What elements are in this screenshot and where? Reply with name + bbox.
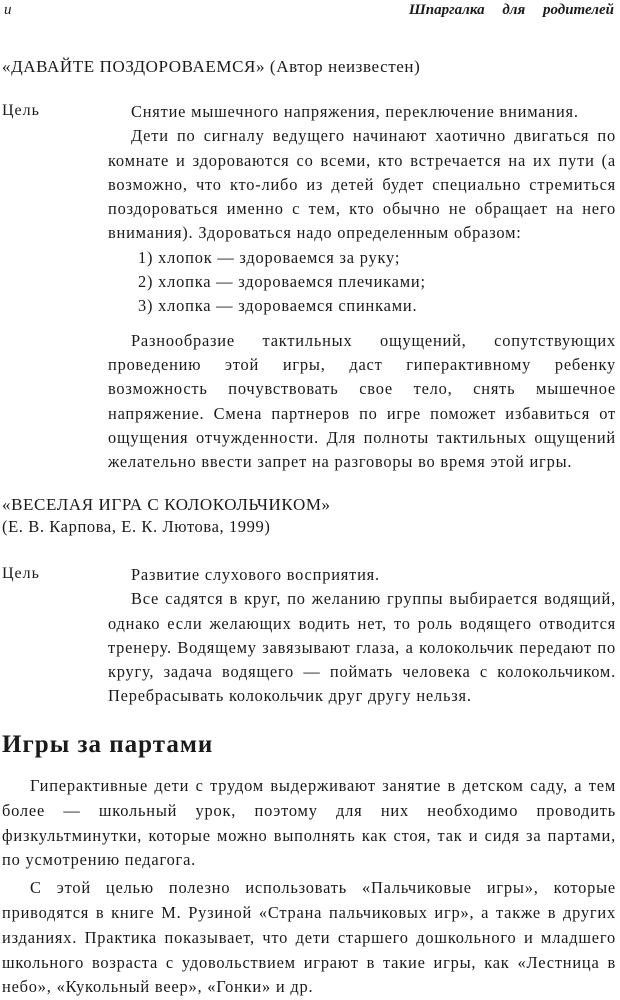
paragraph: С этой целью полезно использовать «Пальчиковые игры», которые приводятся в книге М. Рузиной «Страна пальчиковых игр», а также в других изданиях. Практика показывает, что дети старшего дошкольного и младшего школьного возраста с удовольствием играют в такие игры, как «Лестница в небо», «Кукольный веер», «Гонки» и др. [2,878,616,997]
game-steps [108,246,616,319]
game-title: «ВЕСЕЛАЯ ИГРА С КОЛОКОЛЬЧИКОМ» [2,495,331,514]
game-title: «ДАВАЙТЕ ПОЗДОРОВАЕМСЯ» (Автор неизвестен) [2,57,421,76]
game-body [108,563,616,709]
goal-text: Снятие мышечного напряжения, переключение внимания. [131,102,579,121]
game-description: Все садятся в круг, по желанию группы выбирается водящий, однако если желающих водить нет, то роль водящего отводится тренеру. Водящему завязывают глаза, а колокольчик передают по кругу, задача водящего — поймать человека с колокольчиком. Перебрасывать колокольчик друг другу нельзя. [108,589,616,706]
game-step: 3) хлопка — здороваемся спинками. [138,296,418,316]
goal-text: Развитие слухового восприятия. [131,565,380,584]
page-number: u [4,2,12,18]
game-step: 1) хлопок — здороваемся за руку; [138,247,401,267]
goal-label: Цель [2,565,40,582]
game-description: Дети по сигналу ведущего начинают хаотично двигаться по комнате и здороваются со всеми, кто встречается на их пути (а возможно, что кто-либо из детей будет специально стремиться поздороваться именно с тем, кто обычно не обращает на него внимания). Здороваться надо определенным образом: [108,126,616,243]
game-authors: (Е. В. Карпова, Е. К. Лютова, 1999) [2,517,271,536]
running-header: Шпаргалка для родителей [408,2,614,18]
goal-label: Цель [2,102,40,119]
paragraph: Гиперактивные дети с трудом выдерживают занятие в детском саду, а тем более — школьный урок, поэтому для них необходимо проводить физкультминутки, которые можно выполнять как стоя, так и сидя за партами, по усмотрению педагога. [2,776,616,870]
section-heading: Игры за партами [2,731,214,758]
section-body [2,774,616,1000]
game-body [108,100,616,474]
game-step: 2) хлопка — здороваемся плечиками; [138,272,426,292]
game-commentary: Разнообразие тактильных ощущений, сопутствующих проведению этой игры, даст гиперактивному ребенку возможность почувствовать свое тело, снять мышечное напряжение. Смена партнеров по игре поможет избавиться от ощущения отчужденности. Для полноты тактильных ощущений желательно ввести запрет на разговоры во время этой игры. [108,330,616,472]
